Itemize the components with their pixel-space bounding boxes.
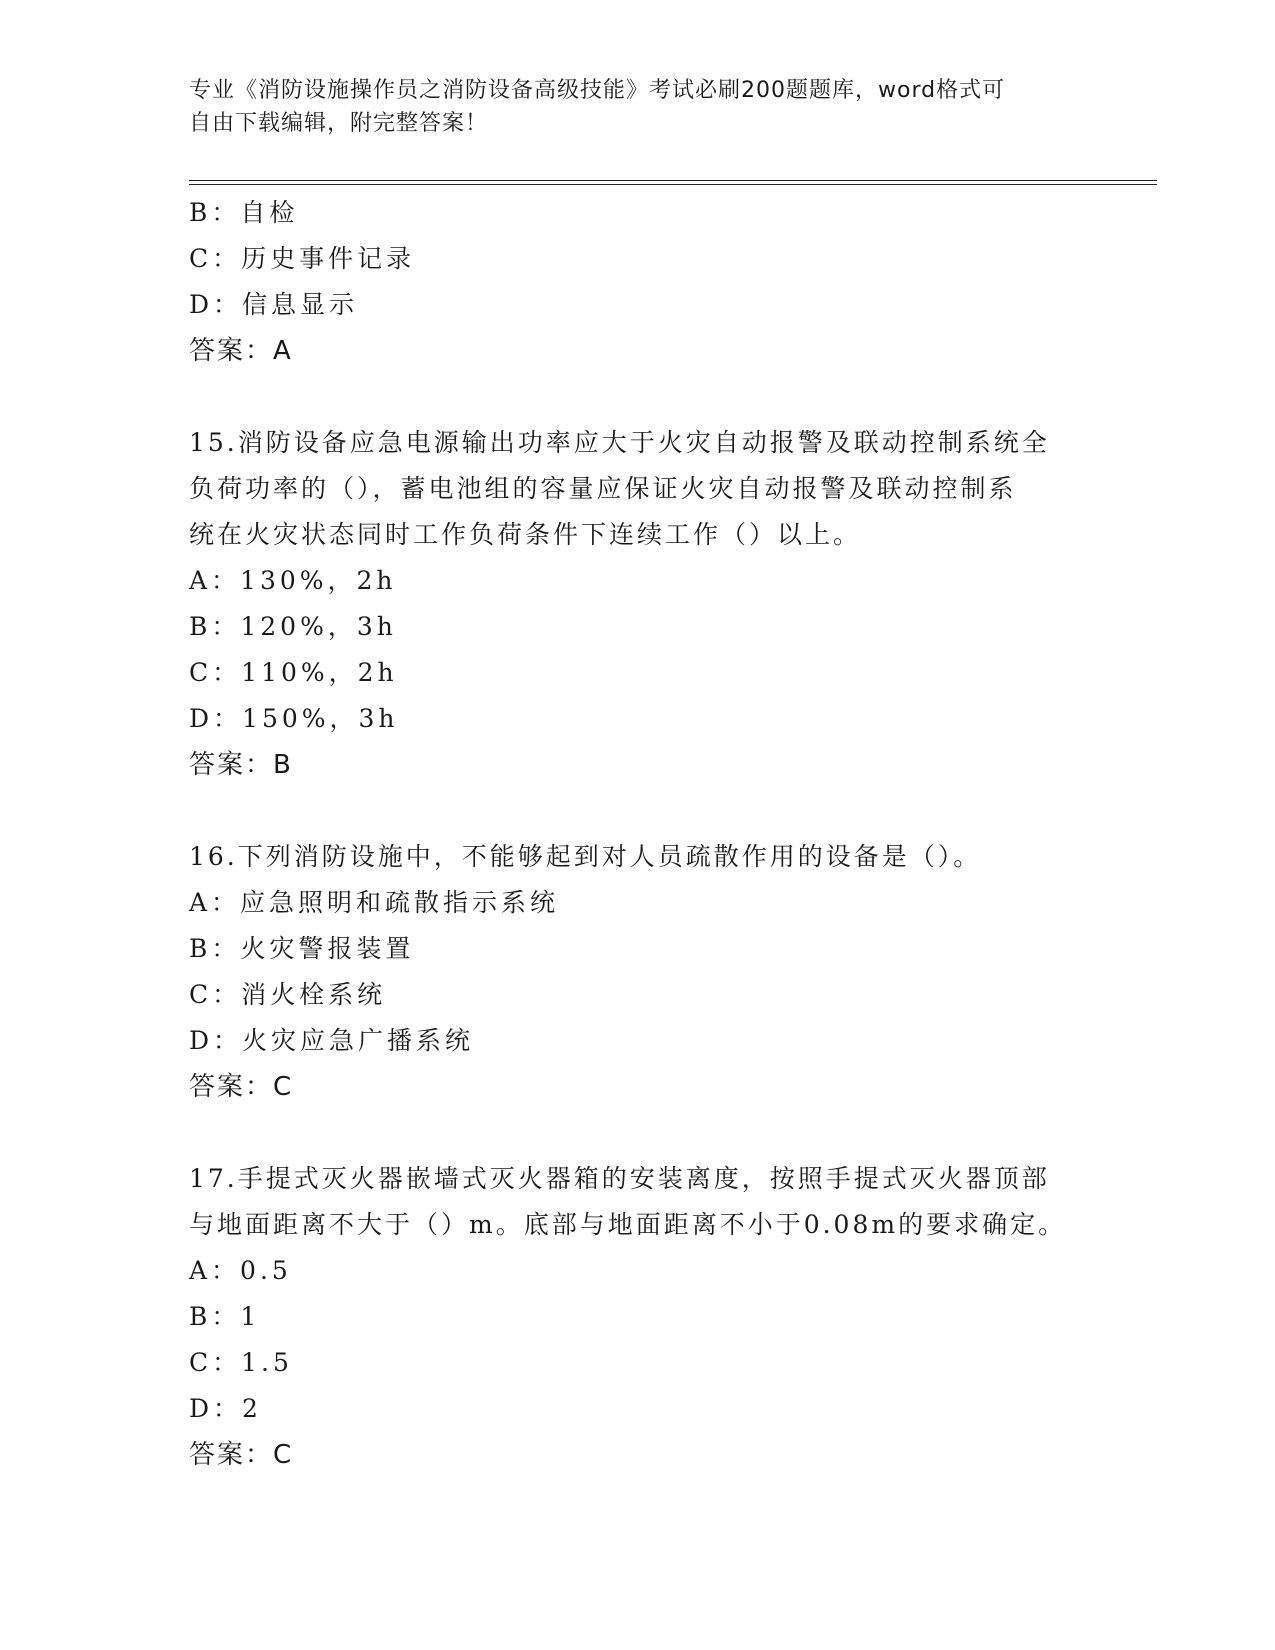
question-16 [189, 834, 1089, 1110]
option-c: C：历史事件记录 [189, 244, 416, 273]
header-line-1: 专业《消防设施操作员之消防设备高级技能》考试必刷200题题库，word格式可 [189, 78, 1006, 103]
question-stem-line: 统在火灾状态同时工作负荷条件下连续工作（）以上。 [189, 520, 862, 549]
answer-line: 答案：B [189, 750, 293, 780]
header-line-2: 自由下载编辑，附完整答案！ [189, 111, 489, 136]
option-b: B：120%，3h [189, 612, 397, 641]
option-d: D：150%，3h [189, 704, 399, 733]
answer-line: 答案：C [189, 1072, 294, 1102]
option-c: C：110%，2h [189, 658, 398, 687]
option-a: A：0.5 [189, 1256, 292, 1285]
question-17 [189, 1156, 1089, 1478]
question-14-continued [189, 190, 1089, 374]
question-stem-line: 负荷功率的（），蓄电池组的容量应保证火灾自动报警及联动控制系 [189, 474, 1017, 503]
document-header [189, 74, 1089, 140]
question-stem-line: 17.手提式灭火器嵌墙式灭火器箱的安装离度，按照手提式灭火器顶部 [189, 1164, 1050, 1193]
question-stem-line: 与地面距离不大于（）m。底部与地面距离不小于0.08m的要求确定。 [189, 1210, 1067, 1239]
answer-line: 答案：C [189, 1440, 294, 1470]
option-d: D：火灾应急广播系统 [189, 1026, 475, 1055]
option-c: C：消火栓系统 [189, 980, 387, 1009]
option-a: A：130%，2h [189, 566, 397, 595]
option-d: D：2 [189, 1394, 262, 1423]
question-stem-line: 16.下列消防设施中，不能够起到对人员疏散作用的设备是（）。 [189, 842, 982, 871]
answer-line: 答案：A [189, 336, 293, 366]
question-stem-line: 15.消防设备应急电源输出功率应大于火灾自动报警及联动控制系统全 [189, 428, 1050, 457]
option-b: B：火灾警报装置 [189, 934, 415, 963]
option-d: D：信息显示 [189, 290, 359, 319]
question-15 [189, 420, 1089, 788]
option-b: B：自检 [189, 198, 299, 227]
header-divider-bottom [189, 184, 1157, 185]
option-c: C：1.5 [189, 1348, 293, 1377]
option-b: B：1 [189, 1302, 261, 1331]
question-list [189, 190, 1089, 1478]
option-a: A：应急照明和疏散指示系统 [189, 888, 560, 917]
header-divider-top [189, 180, 1157, 181]
